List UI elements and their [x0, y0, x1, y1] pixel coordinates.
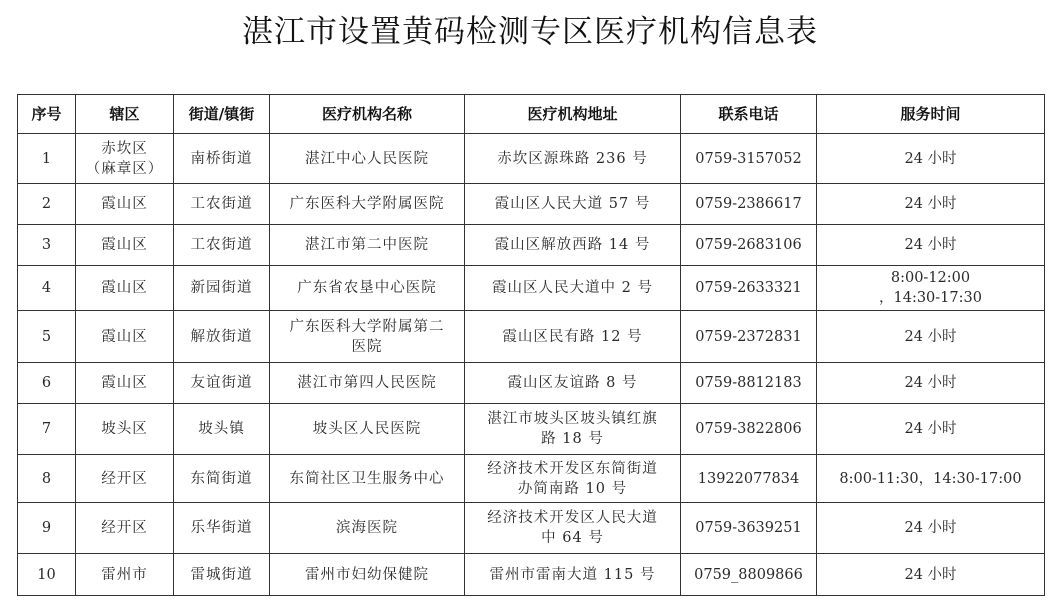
row-institution-name: 滨海医院: [270, 503, 465, 554]
row-institution-address: 赤坎区源珠路 236 号: [465, 134, 681, 184]
row-district: 经开区: [76, 503, 174, 554]
table-row: [18, 184, 1045, 225]
row-service-hours: 24 小时: [817, 363, 1045, 404]
row-street: 友谊街道: [174, 363, 270, 404]
header-phone: 联系电话: [681, 95, 817, 134]
row-institution-name: 湛江市第四人民医院: [270, 363, 465, 404]
row-institution-name: 湛江市第二中医院: [270, 225, 465, 266]
row-index: 4: [18, 266, 76, 311]
row-district: 赤坎区 （麻章区）: [76, 134, 174, 184]
header-institution-name: 医疗机构名称: [270, 95, 465, 134]
row-institution-address: 霞山区解放西路 14 号: [465, 225, 681, 266]
row-index: 1: [18, 134, 76, 184]
header-district: 辖区: [76, 95, 174, 134]
row-district: 雷州市: [76, 554, 174, 596]
row-index: 9: [18, 503, 76, 554]
row-street: 坡头镇: [174, 404, 270, 455]
row-institution-address: 霞山区人民大道 57 号: [465, 184, 681, 225]
row-index: 3: [18, 225, 76, 266]
row-phone: 0759-2372831: [681, 311, 817, 363]
page-title: 湛江市设置黄码检测专区医疗机构信息表: [242, 14, 818, 50]
row-institution-name: 湛江中心人民医院: [270, 134, 465, 184]
row-street: 解放街道: [174, 311, 270, 363]
row-phone: 0759-3822806: [681, 404, 817, 455]
table-row: [18, 311, 1045, 363]
row-institution-name: 广东医科大学附属医院: [270, 184, 465, 225]
row-phone: 0759-8812183: [681, 363, 817, 404]
table-row: [18, 266, 1045, 311]
table-row: [18, 225, 1045, 266]
row-phone: 13922077834: [681, 455, 817, 503]
row-service-hours: 8:00-11:30，14:30-17:00: [817, 455, 1045, 503]
header-index: 序号: [18, 95, 76, 134]
row-phone: 0759_8809866: [681, 554, 817, 596]
row-service-hours: 24 小时: [817, 503, 1045, 554]
row-service-hours: 24 小时: [817, 134, 1045, 184]
row-index: 10: [18, 554, 76, 596]
row-phone: 0759-2386617: [681, 184, 817, 225]
table-row: [18, 455, 1045, 503]
row-institution-name: 广东医科大学附属第二 医院: [270, 311, 465, 363]
row-institution-name: 雷州市妇幼保健院: [270, 554, 465, 596]
row-service-hours: 24 小时: [817, 225, 1045, 266]
row-street: 新园街道: [174, 266, 270, 311]
table-header-row: [18, 95, 1045, 134]
row-district: 经开区: [76, 455, 174, 503]
table-row: [18, 363, 1045, 404]
row-institution-address: 霞山区人民大道中 2 号: [465, 266, 681, 311]
row-street: 雷城街道: [174, 554, 270, 596]
row-institution-name: 东简社区卫生服务中心: [270, 455, 465, 503]
header-street: 街道/镇街: [174, 95, 270, 134]
row-district: 霞山区: [76, 266, 174, 311]
row-phone: 0759-3157052: [681, 134, 817, 184]
row-district: 霞山区: [76, 363, 174, 404]
row-district: 霞山区: [76, 311, 174, 363]
row-index: 7: [18, 404, 76, 455]
row-service-hours: 8:00-12:00 ，14:30-17:30: [817, 266, 1045, 311]
row-institution-name: 广东省农垦中心医院: [270, 266, 465, 311]
row-service-hours: 24 小时: [817, 184, 1045, 225]
row-phone: 0759-2683106: [681, 225, 817, 266]
row-phone: 0759-2633321: [681, 266, 817, 311]
medical-institution-table: [17, 94, 1045, 596]
row-district: 霞山区: [76, 184, 174, 225]
row-institution-address: 经济技术开发区人民大道 中 64 号: [465, 503, 681, 554]
row-phone: 0759-3639251: [681, 503, 817, 554]
row-institution-address: 经济技术开发区东简街道 办简南路 10 号: [465, 455, 681, 503]
table-row: [18, 554, 1045, 596]
row-institution-name: 坡头区人民医院: [270, 404, 465, 455]
row-street: 东简街道: [174, 455, 270, 503]
row-service-hours: 24 小时: [817, 404, 1045, 455]
row-index: 6: [18, 363, 76, 404]
table-row: [18, 404, 1045, 455]
row-service-hours: 24 小时: [817, 311, 1045, 363]
row-street: 乐华街道: [174, 503, 270, 554]
header-institution-address: 医疗机构地址: [465, 95, 681, 134]
table-row: [18, 134, 1045, 184]
row-street: 工农街道: [174, 225, 270, 266]
row-institution-address: 湛江市坡头区坡头镇红旗 路 18 号: [465, 404, 681, 455]
row-district: 霞山区: [76, 225, 174, 266]
row-district: 坡头区: [76, 404, 174, 455]
table-row: [18, 503, 1045, 554]
row-street: 南桥街道: [174, 134, 270, 184]
row-institution-address: 雷州市雷南大道 115 号: [465, 554, 681, 596]
row-index: 5: [18, 311, 76, 363]
row-index: 8: [18, 455, 76, 503]
row-service-hours: 24 小时: [817, 554, 1045, 596]
row-index: 2: [18, 184, 76, 225]
header-service-hours: 服务时间: [817, 95, 1045, 134]
row-institution-address: 霞山区友谊路 8 号: [465, 363, 681, 404]
row-institution-address: 霞山区民有路 12 号: [465, 311, 681, 363]
row-street: 工农街道: [174, 184, 270, 225]
